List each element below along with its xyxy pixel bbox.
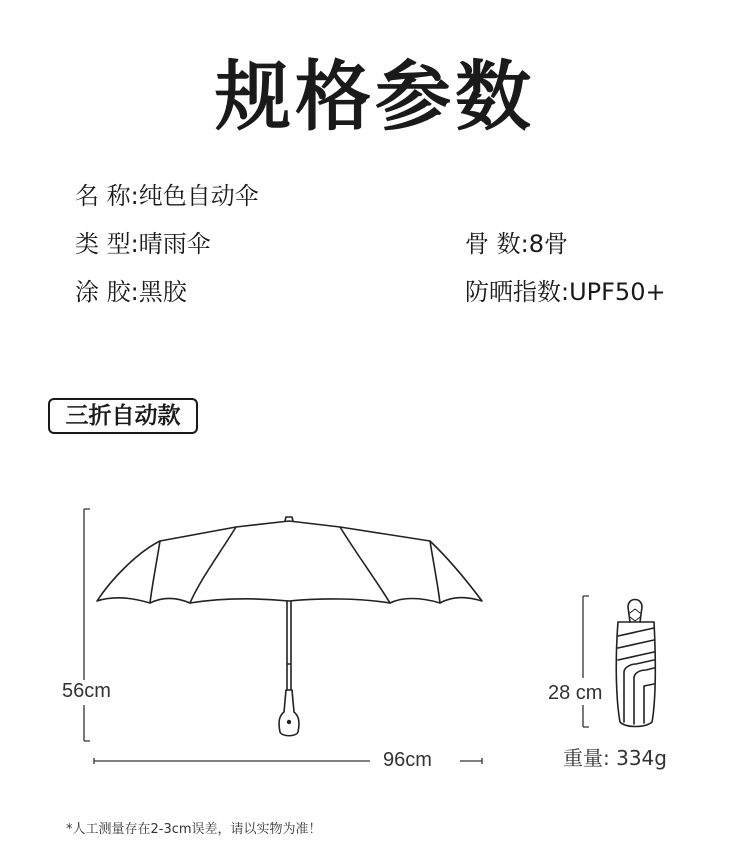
spec-coating: 涂 胶:黑胶: [75, 278, 187, 306]
canopy-panel-line: [150, 541, 160, 603]
spec-ribs: 骨 数:8骨: [465, 230, 568, 258]
canopy-panel-line: [340, 527, 390, 603]
spec-upf: 防晒指数:UPF50+: [465, 278, 666, 306]
open-umbrella-canopy-icon: [97, 521, 482, 603]
weight-label: 重量: 334g: [563, 746, 667, 770]
umbrella-handle-icon: [279, 690, 299, 736]
spec-type: 类 型:晴雨伞: [75, 230, 211, 258]
open-width-label: 96cm: [383, 749, 432, 771]
height-dimension-line: [84, 509, 90, 741]
model-badge: 三折自动款: [48, 398, 198, 434]
folded-length-label: 28 cm: [548, 682, 603, 704]
page-title: 规格参数: [215, 52, 535, 141]
measurement-note: *人工测量存在2-3cm误差，请以实物为准！: [66, 822, 322, 837]
spec-name: 名 称:纯色自动伞: [75, 182, 259, 210]
canopy-panel-line: [190, 527, 236, 603]
umbrella-shaft: [287, 601, 291, 690]
open-height-label: 56cm: [62, 680, 111, 702]
folded-length-dimension-line: [583, 596, 589, 727]
